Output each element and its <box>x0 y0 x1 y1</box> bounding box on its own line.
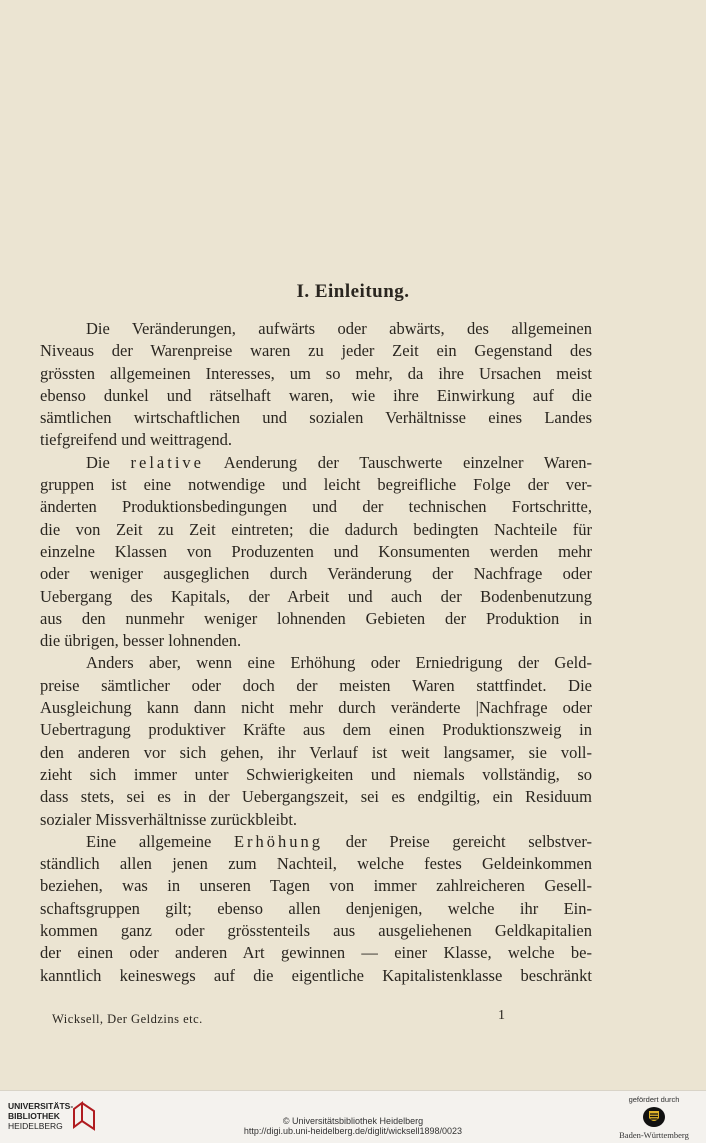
library-name-line: BIBLIOTHEK <box>8 1111 60 1121</box>
text-line: ebenso dunkel und rätselhaft waren, wie ihre Einwirkung auf die <box>40 385 592 405</box>
copyright-block <box>0 1116 706 1136</box>
digitization-bar <box>0 1090 706 1143</box>
text-line: sämtlichen wirtschaftlichen und sozialen Verhältnisse eines Landes <box>40 408 592 428</box>
text-line: tiefgreifend und weittragend. <box>40 430 232 450</box>
funder-block <box>614 1095 694 1140</box>
text-line: dass stets, sei es in der Uebergangszeit, sei es endgiltig, ein Residuum <box>40 787 592 807</box>
text-line <box>40 831 592 853</box>
text-line: Uebertragung produktiver Kräfte aus dem einen Produktionszweig in <box>40 720 592 740</box>
text-line: schaftsgruppen gilt; ebenso allen denjenigen, welche ihr Ein- <box>40 898 592 918</box>
text-line: Die Veränderungen, aufwärts oder abwärts, des allgemeinen <box>86 319 592 338</box>
body-text <box>40 318 592 987</box>
text-line: gruppen ist eine notwendige und leicht begreifliche Folge der ver- <box>40 475 592 495</box>
text-line: Uebergang des Kapitals, der Arbeit und auch der Bodenbenutzung <box>40 586 592 606</box>
text-line: preise sämtlicher oder doch der meisten Waren stattfindet. Die <box>40 675 592 695</box>
paragraph-2 <box>40 452 592 653</box>
text-line: die von Zeit zu Zeit eintreten; die dadurch bedingten Nachteile für <box>40 519 592 539</box>
text-line: grössten allgemeinen Interesses, um so mehr, da ihre Ursachen meist <box>40 363 592 383</box>
copyright-text: © Universitätsbibliothek Heidelberg <box>282 1116 424 1126</box>
text-line: Niveaus der Warenpreise waren zu jeder Zeit ein Gegenstand des <box>40 341 592 361</box>
permalink[interactable]: http://digi.ub.uni-heidelberg.de/diglit/wicksell1898/0023 <box>243 1126 463 1136</box>
line-suffix: Aenderung der Tauschwerte einzelner Waren- <box>223 452 592 472</box>
text-line: Anders aber, wenn eine Erhöhung oder Erniedrigung der Geld- <box>86 653 592 673</box>
line-prefix: Die <box>86 452 110 472</box>
text-line: beziehen, was in unseren Tagen von immer zahlreicheren Gesell- <box>40 876 592 896</box>
sheet-number: 1 <box>498 1008 505 1023</box>
library-name-line: UNIVERSITÄTS- <box>8 1101 74 1111</box>
library-name-line: HEIDELBERG <box>8 1121 63 1131</box>
line-prefix: Eine allgemeine <box>86 831 212 851</box>
signature-line: Wicksell, Der Geldzins etc. <box>52 1012 203 1026</box>
paragraph-4 <box>40 831 592 987</box>
paragraph-3 <box>40 652 592 830</box>
text-line: kanntlich keineswegs auf die eigentliche Kapitalistenklasse beschränkt <box>40 965 592 985</box>
text-line: der einen oder anderen Art gewinnen — einer Klasse, welche be- <box>40 943 592 963</box>
text-line: änderten Produktionsbedingungen und der technischen Fortschritte, <box>40 497 592 517</box>
text-line: zieht sich immer unter Schwierigkeiten und niemals vollständig, so <box>40 764 592 784</box>
text-line: oder weniger ausgeglichen durch Veränderung der Nachfrage oder <box>40 564 592 584</box>
chapter-heading: I. Einleitung. <box>296 281 410 302</box>
text-line: die übrigen, besser lohnenden. <box>40 631 242 651</box>
text-line: einzelne Klassen von Produzenten und Konsumenten werden mehr <box>40 541 592 561</box>
funded-by-label: gefördert durch <box>628 1095 680 1104</box>
text-line: den anderen vor sich gehen, ihr Verlauf ist weit langsamer, sie voll- <box>40 742 592 762</box>
text-line <box>40 452 592 474</box>
emphasized-word: relative <box>130 452 204 472</box>
text-line: kommen ganz oder grösstenteils aus ausgeliehenen Geldkapitalien <box>40 921 592 941</box>
line-suffix: der Preise gereicht selbstver- <box>345 831 592 851</box>
text-line: Ausgleichung kann dann nicht mehr durch veränderte |Nachfrage oder <box>40 698 592 718</box>
coat-of-arms-icon <box>641 1105 667 1129</box>
text-line: ständlich allen jenen zum Nachteil, welche festes Geldeinkommen <box>40 854 592 874</box>
text-line: aus den nunmehr weniger lohnenden Gebieten der Produktion in <box>40 608 592 628</box>
emphasized-word: Erhöhung <box>233 831 324 851</box>
paragraph-1 <box>40 318 592 452</box>
funder-name: Baden-Württemberg <box>619 1130 689 1140</box>
text-line: sozialer Missverhältnisse zurückbleibt. <box>40 809 298 829</box>
